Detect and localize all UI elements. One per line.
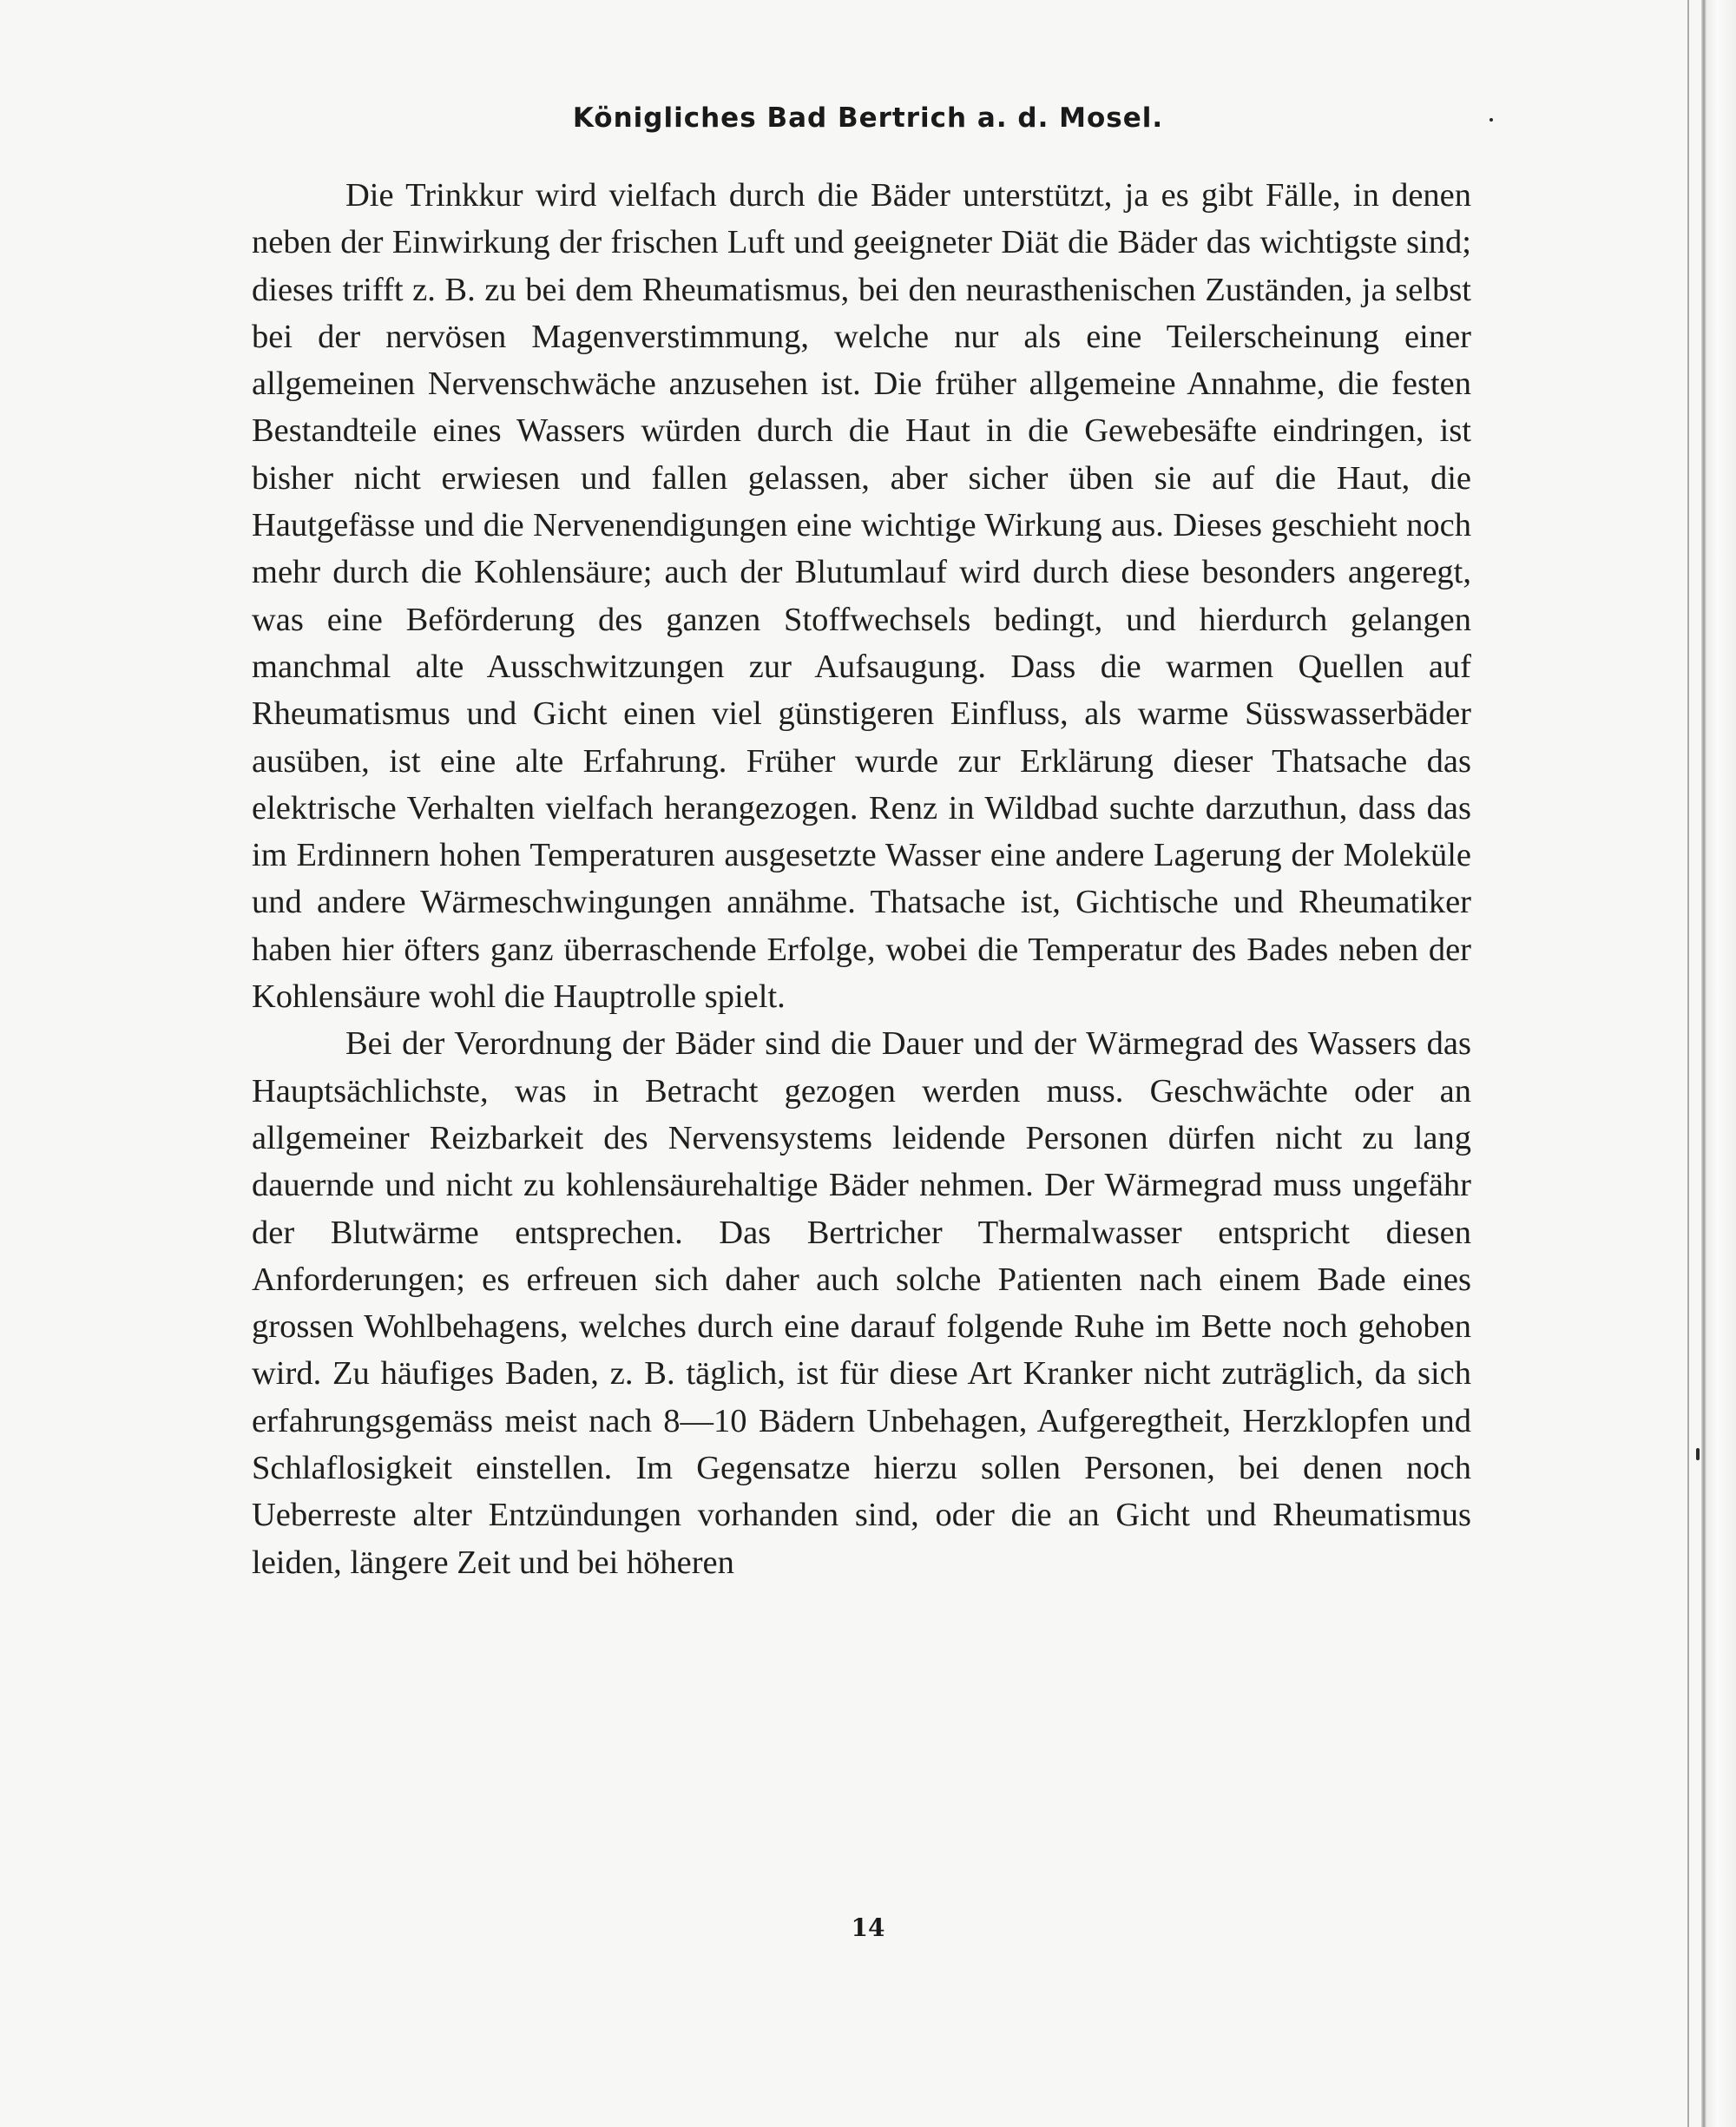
page-edge-line [1687,0,1689,2127]
paragraph-bath-prescription: Bei der Verordnung der Bäder sind die Dauer und der Wärmegrad des Wassers das Hauptsächlichste, was in Betracht gezogen werden muss. Geschwächte oder an allgemeiner Reizbarkeit des Nervensystems leidende Personen dürfen nicht zu lang dauernde und nicht zu kohlensäurehaltige Bäder nehmen. Der Wärmegrad muss ungefähr der Blutwärme entsprechen. Das Bertricher Thermalwasser entspricht diesen Anforderungen; es erfreuen sich daher auch solche Patienten nach einem Bade eines grossen Wohlbehagens, welches durch eine darauf folgende Ruhe im Bette noch gehoben wird. Zu häufiges Baden, z. B. täglich, ist für diese Art Kranker nicht zuträglich, da sich erfahrungsgemäss meist nach 8—10 Bädern Unbehagen, Aufgeregtheit, Herzklopfen und Schlaflosigkeit einstellen. Im Gegensatze hierzu sollen Personen, bei denen noch Ueberreste alter Entzündungen vorhanden sind, oder die an Gicht und Rheumatismus leiden, längere Zeit und bei höheren [252,1025,1471,1581]
body-text [252,172,1471,1586]
page-number: 14 [851,1913,885,1942]
ink-speck [1696,1448,1700,1460]
ink-speck [1489,118,1493,122]
page-edge [1701,0,1736,2127]
paragraph-bathing-effects: Die Trinkkur wird vielfach durch die Bäder unterstützt, ja es gibt Fälle, in denen neben der Einwirkung der frischen Luft und geeigneter Diät die Bäder das wichtigste sind; dieses trifft z. B. zu bei dem Rheumatismus, bei den neurasthenischen Zuständen, ja selbst bei der nervösen Magenverstimmung, welche nur als eine Teilerscheinung einer allgemeinen Nervenschwäche anzusehen ist. Die früher allgemeine Annahme, die festen Bestandteile eines Wassers würden durch die Haut in die Gewebesäfte eindringen, ist bisher nicht erwiesen und fallen gelassen, aber sicher üben sie auf die Haut, die Hautgefässe und die Nervenendigungen eine wichtige Wirkung aus. Dieses geschieht noch mehr durch die Kohlensäure; auch der Blutumlauf wird durch diese besonders angeregt, was eine Beförderung des ganzen Stoffwechsels bedingt, und hierdurch gelangen manchmal alte Ausschwitzungen zur Aufsaugung. Dass die warmen Quellen auf Rheumatismus und Gicht einen viel günstigeren Einfluss, als warme Süsswasserbäder ausüben, ist eine alte Erfahrung. Früher wurde zur Erklärung dieser Thatsache das elektrische Verhalten vielfach herangezogen. Renz in Wildbad suchte darzuthun, dass das im Erdinnern hohen Temperaturen ausgesetzte Wasser eine andere Lagerung der Moleküle und andere Wärmeschwingungen annähme. Thatsache ist, Gichtische und Rheumatiker haben hier öfters ganz überraschende Erfolge, wobei die Temperatur des Bades neben der Kohlensäure wohl die Hauptrolle spielt. [252,177,1471,1016]
running-head: Königliches Bad Bertrich a. d. Mosel. [572,102,1164,134]
